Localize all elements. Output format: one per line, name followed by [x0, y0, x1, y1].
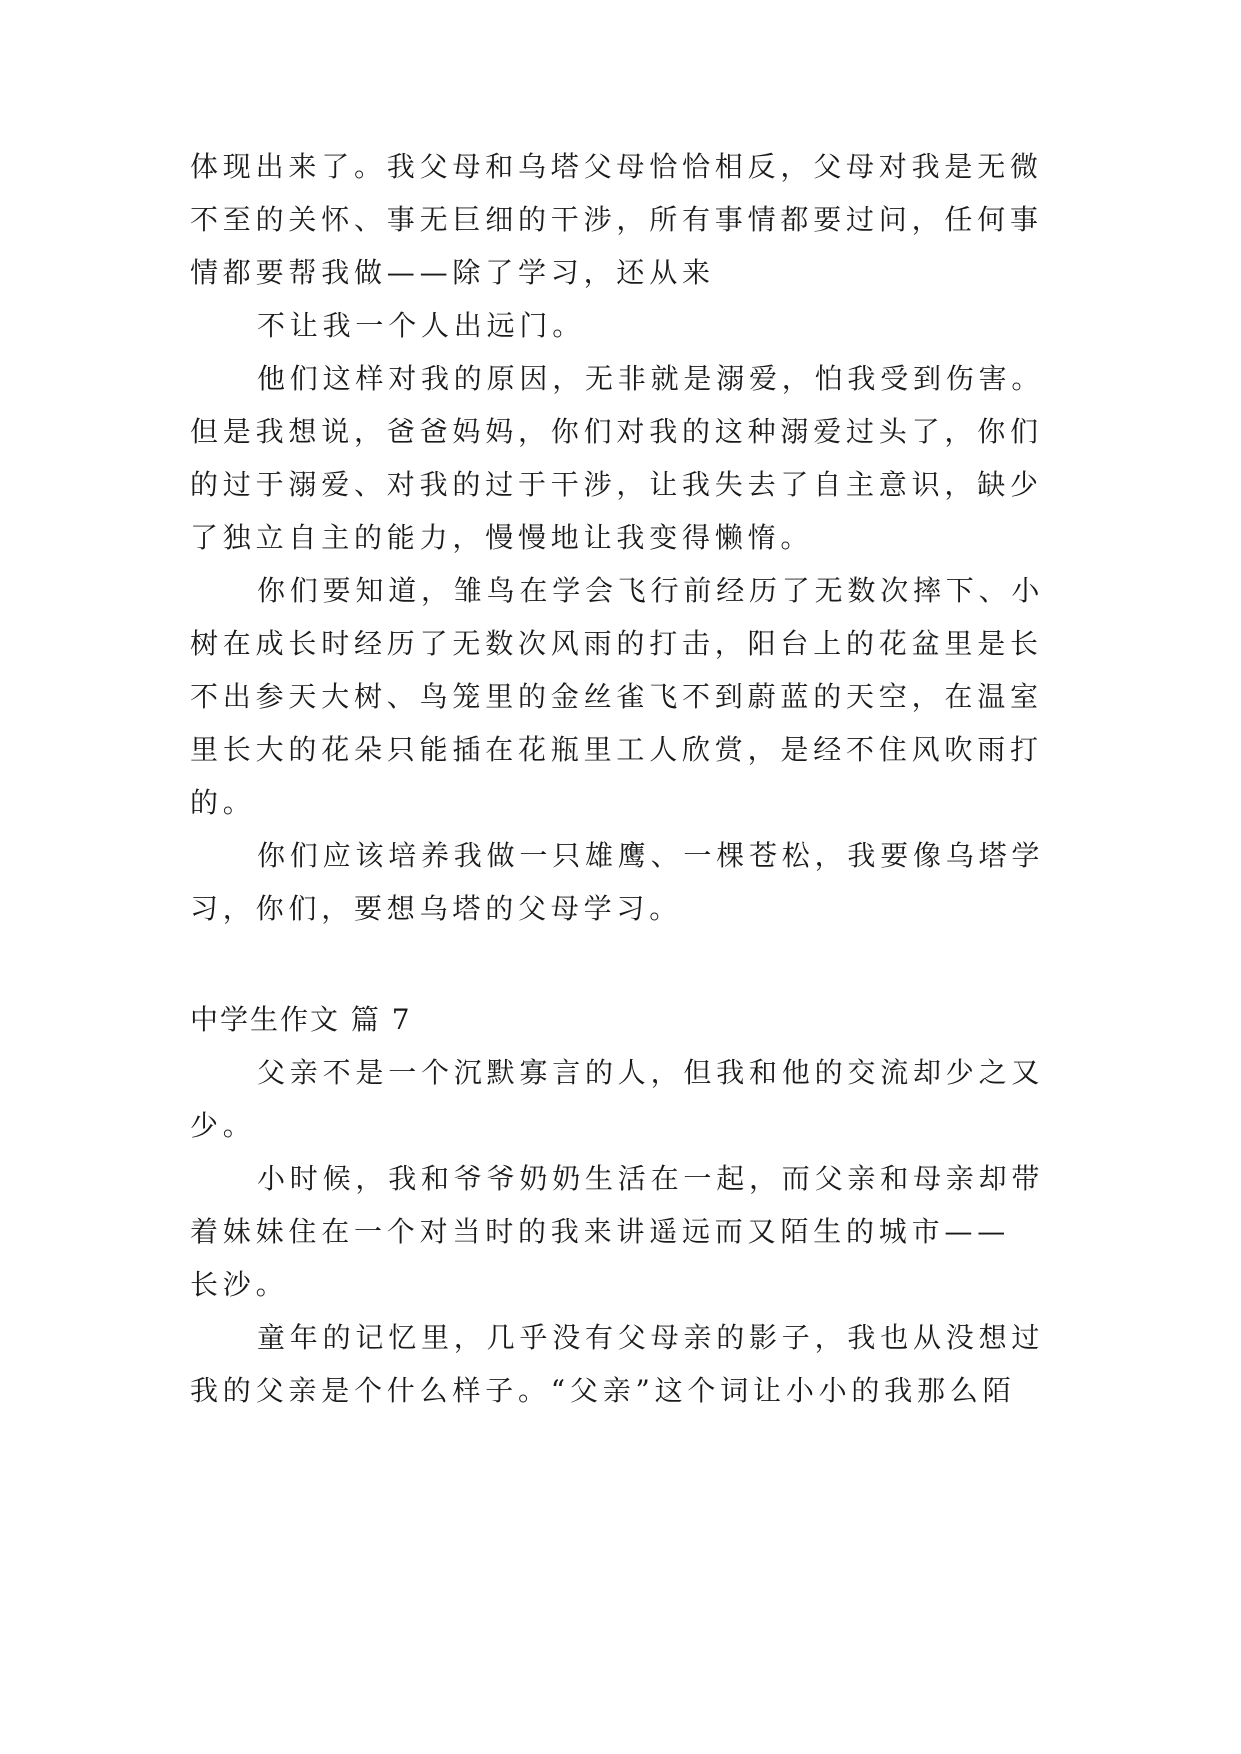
text-line: 体现出来了。我父母和乌塔父母恰恰相反，父母对我是无微 — [190, 150, 1043, 183]
text-line: 了独立自主的能力，慢慢地让我变得懒惰。 — [190, 521, 814, 554]
text-line: 习，你们，要想乌塔的父母学习。 — [190, 892, 683, 925]
text-line: 童年的记忆里，几乎没有父母亲的影子，我也从没想过 — [257, 1321, 1045, 1354]
text-line: 的。 — [190, 786, 256, 819]
text-line: 少。 — [190, 1109, 256, 1142]
text-line: 父亲不是一个沉默寡言的人，但我和他的交流却少之又 — [257, 1056, 1045, 1089]
text-line: 我的父亲是个什么样子。“父亲”这个词让小小的我那么陌 — [190, 1374, 1016, 1407]
text-line: 你们要知道，雏鸟在学会飞行前经历了无数次摔下、小 — [257, 574, 1045, 607]
text-line: 的过于溺爱、对我的过于干涉，让我失去了自主意识，缺少 — [190, 468, 1043, 501]
text-line: 情都要帮我做——除了学习，还从来 — [190, 256, 715, 289]
text-line: 但是我想说，爸爸妈妈，你们对我的这种溺爱过头了，你们 — [190, 415, 1043, 448]
text-line: 不让我一个人出远门。 — [257, 309, 586, 342]
text-line: 你们应该培养我做一只雄鹰、一棵苍松，我要像乌塔学 — [257, 839, 1045, 872]
section-heading: 中学生作文 篇 7 — [190, 1003, 412, 1036]
text-line: 树在成长时经历了无数次风雨的打击，阳台上的花盆里是长 — [190, 627, 1043, 660]
text-line: 小时候，我和爷爷奶奶生活在一起，而父亲和母亲却带 — [257, 1162, 1045, 1195]
text-line: 着妹妹住在一个对当时的我来讲遥远而又陌生的城市—— — [190, 1215, 1011, 1248]
text-line: 他们这样对我的原因，无非就是溺爱，怕我受到伤害。 — [257, 362, 1045, 395]
text-line: 不出参天大树、鸟笼里的金丝雀飞不到蔚蓝的天空，在温室 — [190, 680, 1043, 713]
text-line: 长沙。 — [190, 1268, 289, 1301]
text-line: 里长大的花朵只能插在花瓶里工人欣赏，是经不住风吹雨打 — [190, 733, 1043, 766]
text-line: 不至的关怀、事无巨细的干涉，所有事情都要过问，任何事 — [190, 203, 1043, 236]
